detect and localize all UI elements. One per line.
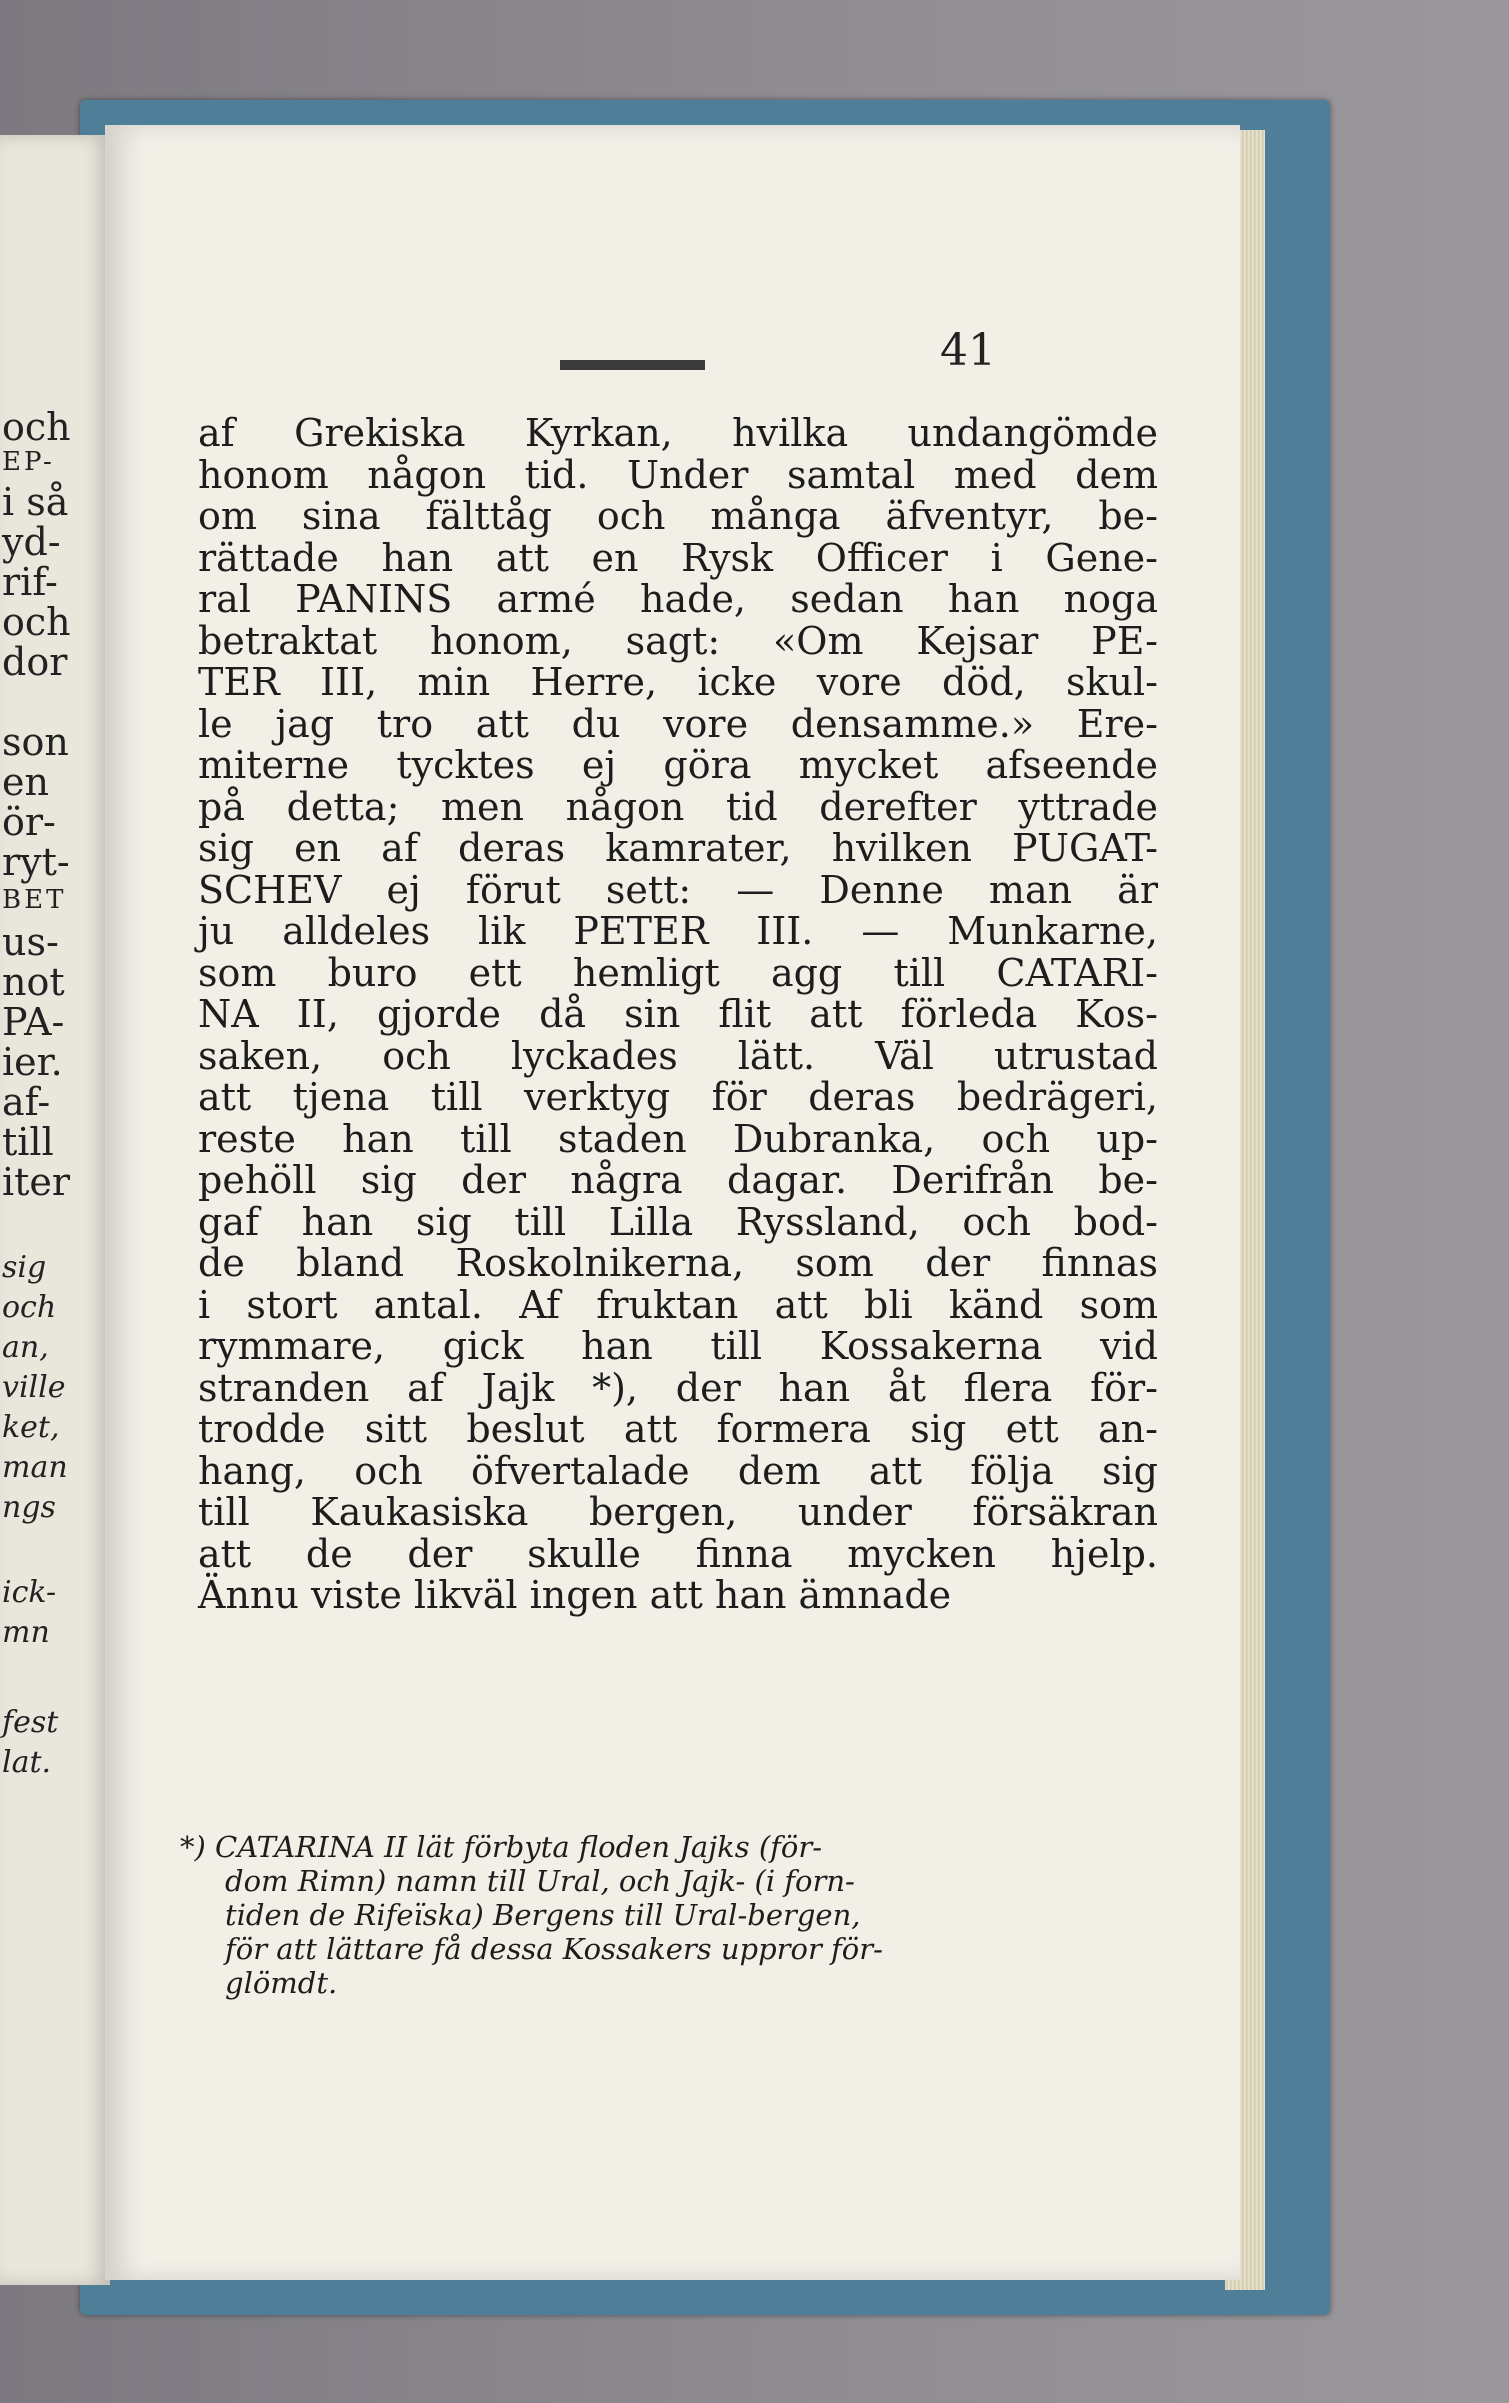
text-line: reste han till staden Dubranka, och up- [198, 1116, 1158, 1161]
left-page-fragment: och [2, 600, 71, 644]
text-line: Ännu viste likväl ingen att han ämnade [198, 1573, 952, 1617]
left-page-fragment: ör- [2, 800, 56, 844]
text-line: saken, och lyckades lätt. Väl utrustad [198, 1033, 1158, 1078]
left-page [0, 135, 110, 2285]
left-page-fragment: mn [2, 1615, 50, 1650]
text-line: betraktat honom, sagt: «Om Kejsar PE- [198, 618, 1158, 663]
text-line: att tjena till verktyg för deras bedrägeri, [198, 1075, 1158, 1119]
text-line: som buro ett hemligt agg till CATARI- [198, 950, 1158, 995]
left-page-fragment: i så [2, 480, 69, 524]
left-page-fragment: sig [2, 1250, 47, 1285]
left-page-fragment: dor [2, 640, 68, 684]
text-line: le jag tro att du vore densamme.» Ere- [198, 701, 1158, 746]
left-page-fragment: ier. [2, 1040, 63, 1084]
left-page-fragment: till [2, 1120, 54, 1164]
text-line: om sina fälttåg och många äfventyr, be- [198, 494, 1158, 538]
text-line: sig en af deras kamrater, hvilken PUGAT- [198, 826, 1158, 870]
left-page-fragment: lat. [2, 1745, 52, 1780]
footnote-line: *) CATARINA II lät förbyta floden Jajks (för- [180, 1830, 823, 1864]
header-rule [560, 360, 705, 370]
text-line: på detta; men någon tid derefter yttrade [198, 784, 1158, 829]
text-line: i stort antal. Af fruktan att bli känd som [198, 1282, 1158, 1327]
left-page-fragment: an, [2, 1330, 49, 1365]
footnote-line: dom Rimn) namn till Ural, och Jajk- (i forn- [225, 1864, 855, 1898]
text-line: till Kaukasiska bergen, under försäkran [198, 1490, 1158, 1534]
left-page-fragment: son [2, 720, 69, 764]
left-page-fragment: yd- [2, 520, 61, 564]
left-page-fragment: ngs [2, 1490, 56, 1525]
text-line: gaf han sig till Lilla Ryssland, och bod- [198, 1199, 1158, 1244]
left-page-fragment: man [2, 1450, 68, 1485]
left-page-fragment: iter [2, 1160, 71, 1204]
left-page-fragment: rif- [2, 560, 58, 604]
left-page-fragment: ryt- [2, 840, 70, 884]
left-page-fragment: och [2, 1290, 57, 1325]
left-page-fragment: ket, [2, 1410, 60, 1445]
text-line: pehöll sig der några dagar. Derifrån be- [198, 1158, 1158, 1202]
text-line: rättade han att en Rysk Officer i Gene- [198, 535, 1158, 580]
text-line: ral PANINS armé hade, sedan han noga [198, 577, 1158, 621]
text-line: SCHEV ej förut sett: — Denne man är [198, 867, 1158, 912]
left-page-fragment: och [2, 405, 71, 449]
page-number: 41 [940, 325, 996, 376]
left-page-fragment: PA- [2, 1000, 65, 1044]
left-page-fragment: us- [2, 920, 59, 964]
text-line: NA II, gjorde då sin flit att förleda Kos- [198, 992, 1158, 1036]
right-page [105, 125, 1240, 2280]
left-page-fragment: ville [2, 1370, 66, 1405]
footnote-line: för att lättare få dessa Kossakers uppror för- [225, 1932, 883, 1966]
text-line: TER III, min Herre, icke vore död, skul- [198, 660, 1158, 704]
text-line: af Grekiska Kyrkan, hvilka undangömde [198, 411, 1158, 455]
left-page-fragment: BET [2, 885, 67, 915]
footnote-line: tiden de Rifeïska) Bergens till Ural-bergen, [225, 1898, 861, 1932]
left-page-fragment: EP- [2, 447, 55, 477]
text-line: rymmare, gick han till Kossakerna vid [198, 1324, 1158, 1368]
body-text [198, 413, 1158, 1617]
text-line: trodde sitt beslut att formera sig ett an- [198, 1407, 1158, 1451]
text-line: stranden af Jajk *), der han åt flera för- [198, 1365, 1158, 1410]
text-line: honom någon tid. Under samtal med dem [198, 452, 1158, 497]
text-line: de bland Roskolnikerna, som der finnas [198, 1241, 1158, 1285]
text-line: hang, och öfvertalade dem att följa sig [198, 1448, 1158, 1493]
left-page-fragment: not [2, 960, 65, 1004]
footnote-line: glömdt. [225, 1966, 338, 2000]
text-line: miterne tycktes ej göra mycket afseende [198, 743, 1158, 787]
left-page-fragment: ick- [2, 1575, 57, 1610]
text-line: ju alldeles lik PETER III. — Munkarne, [198, 909, 1158, 953]
left-page-fragment: en [2, 760, 49, 804]
footnote [180, 1830, 1155, 2000]
text-line: att de der skulle finna mycken hjelp. [198, 1531, 1158, 1576]
left-page-fragment: fest [2, 1705, 59, 1740]
left-page-fragment: af- [2, 1080, 51, 1124]
